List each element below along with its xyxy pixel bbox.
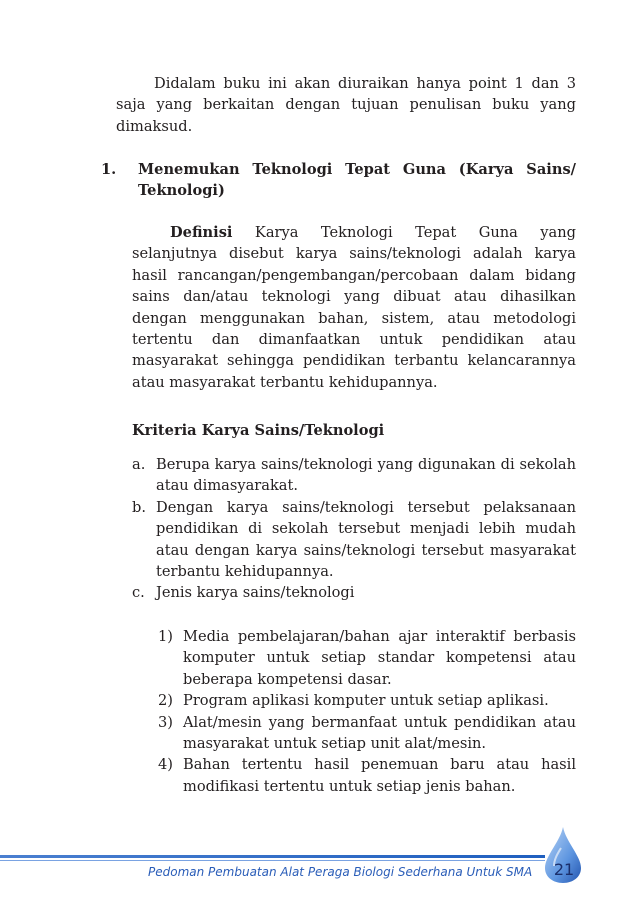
definition-term: Definisi <box>170 224 233 241</box>
criteria-text: Jenis karya sains/teknologi <box>156 584 355 602</box>
footer-rule-thin <box>0 860 545 861</box>
type-text: Program aplikasi komputer untuk setiap aplikasi. <box>183 692 549 710</box>
type-marker: 3) <box>158 713 173 731</box>
criteria-marker: c. <box>132 584 145 602</box>
type-item <box>158 626 576 690</box>
type-text: Media pembelajaran/bahan ajar interaktif berbasis komputer untuk setiap standar kompetensi atau beberapa kompetensi dasar. <box>183 628 576 688</box>
criteria-item <box>132 454 576 497</box>
criteria-item <box>132 582 576 603</box>
footer-rule <box>0 855 545 858</box>
type-text: Alat/mesin yang bermanfaat untuk pendidikan atau masyarakat untuk setiap unit alat/mesin. <box>183 713 576 753</box>
definition-paragraph <box>132 222 576 393</box>
criteria-heading: Kriteria Karya Sains/Teknologi <box>132 422 385 439</box>
section-number: 1. <box>101 161 117 178</box>
footer-title: Pedoman Pembuatan Alat Peraga Biologi Sederhana Untuk SMA <box>148 865 533 879</box>
type-marker: 1) <box>158 628 173 645</box>
type-item <box>158 712 576 755</box>
page-number: 21 <box>553 860 575 879</box>
intro-paragraph: Didalam buku ini akan diuraikan hanya point 1 dan 3 saja yang berkaitan dengan tujuan penulisan buku yang dimaksud. <box>116 75 576 135</box>
type-marker: 2) <box>158 692 173 710</box>
criteria-marker: b. <box>132 498 146 516</box>
types-list <box>158 626 576 797</box>
section-title: Menemukan Teknologi Tepat Guna (Karya Sains/ Teknologi) <box>138 161 576 200</box>
type-text: Bahan tertentu hasil penemuan baru atau hasil modifikasi tertentu untuk setiap jenis bahan. <box>183 756 576 795</box>
type-item <box>158 754 576 797</box>
criteria-marker: a. <box>132 456 146 473</box>
criteria-text: Dengan karya sains/teknologi tersebut pelaksanaan pendidikan di sekolah tersebut menjadi lebih mudah atau dengan karya sains/teknologi tersebut masyarakat terbantu kehidupannya. <box>156 498 576 581</box>
type-marker: 4) <box>158 756 173 774</box>
criteria-list <box>132 454 576 604</box>
criteria-item <box>132 497 576 583</box>
criteria-text: Berupa karya sains/teknologi yang digunakan di sekolah atau dimasyarakat. <box>156 456 576 495</box>
type-item <box>158 690 576 711</box>
section-heading <box>101 159 576 202</box>
definition-text: Karya Teknologi Tepat Guna yang selanjutnya disebut karya sains/teknologi adalah karya hasil rancangan/pengembangan/percobaan dalam bidang sains dan/atau teknologi yang dibuat atau dihasilkan dengan menggunakan bahan, sistem, atau metodologi tertentu dan dimanfaatkan untuk pendidikan atau masyarakat sehingga pendidikan terbantu kelancarannya atau masyarakat terbantu kehidupannya. <box>132 224 576 391</box>
